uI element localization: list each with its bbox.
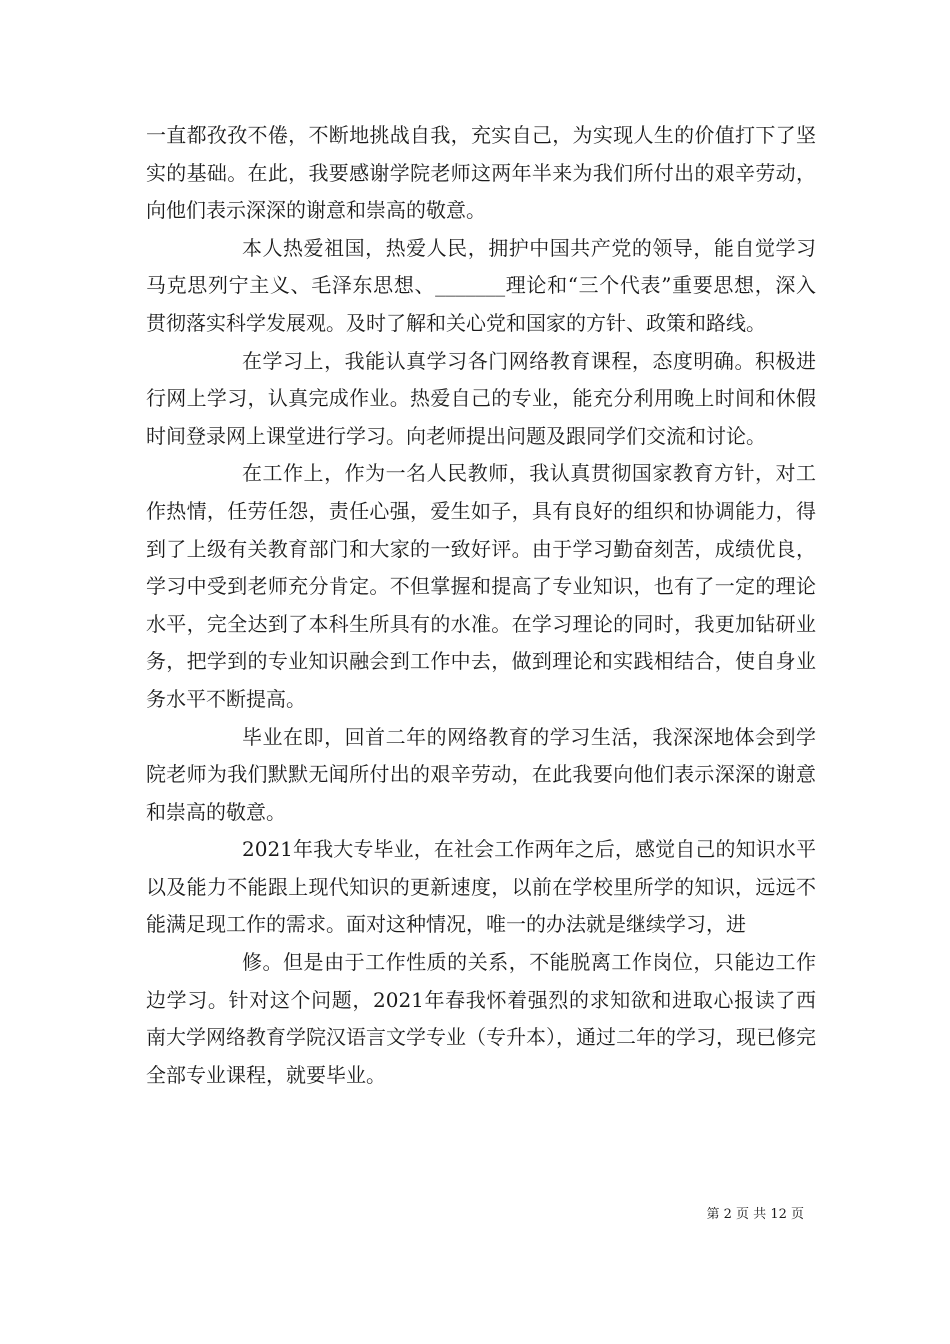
paragraph-continuation: 一直都孜孜不倦，不断地挑战自我，充实自己，为实现人生的价值打下了坚实的基础。在此，我要感谢学院老师这两年半来为我们所付出的艰辛劳动，向他们表示深深的谢意和崇高的敬意。: [146, 123, 816, 223]
body-text: [146, 117, 816, 1094]
paragraph-work: 在工作上，作为一名人民教师，我认真贯彻国家教育方针，对工作热情，任劳任怨，责任心强，爱生如子，具有良好的组织和协调能力，得到了上级有关教育部门和大家的一致好评。由于学习勤奋刻苦，成绩优良，学习中受到老师充分肯定。不但掌握和提高了专业知识，也有了一定的理论水平，完全达到了本科生所具有的水准。在学习理论的同时，我更加钻研业务，把学到的专业知识融会到工作中去，做到理论和实践相结合，使自身业务水平不断提高。: [146, 461, 816, 711]
page-number-footer: 第 2 页 共 12 页: [706, 1207, 804, 1222]
paragraph-study: 在学习上，我能认真学习各门网络教育课程，态度明确。积极进行网上学习，认真完成作业。热爱自己的专业，能充分利用晚上时间和休假时间登录网上课堂进行学习。向老师提出问题及跟同学们交流和讨论。: [146, 348, 816, 448]
paragraph-graduation: 毕业在即，回首二年的网络教育的学习生活，我深深地体会到学院老师为我们默默无闻所付出的艰辛劳动，在此我要向他们表示深深的谢意和崇高的敬意。: [146, 724, 816, 824]
paragraph-political: 本人热爱祖国，热爱人民，拥护中国共产党的领导，能自觉学习马克思列宁主义、毛泽东思想、_______理论和“三个代表”重要思想，深入贯彻落实科学发展观。及时了解和关心党和国家的方针、政策和路线。: [146, 235, 816, 335]
paragraph-background: 2021年我大专毕业，在社会工作两年之后，感觉自己的知识水平以及能力不能跟上现代知识的更新速度，以前在学校里所学的知识，远远不能满足现工作的需求。面对这种情况，唯一的办法就是继续学习，进: [146, 837, 816, 937]
paragraph-enrollment: 修。但是由于工作性质的关系，不能脱离工作岗位，只能边工作边学习。针对这个问题，2021年春我怀着强烈的求知欲和进取心报读了西南大学网络教育学院汉语言文学专业（专升本），通过二年的学习，现已修完全部专业课程，就要毕业。: [146, 950, 816, 1087]
